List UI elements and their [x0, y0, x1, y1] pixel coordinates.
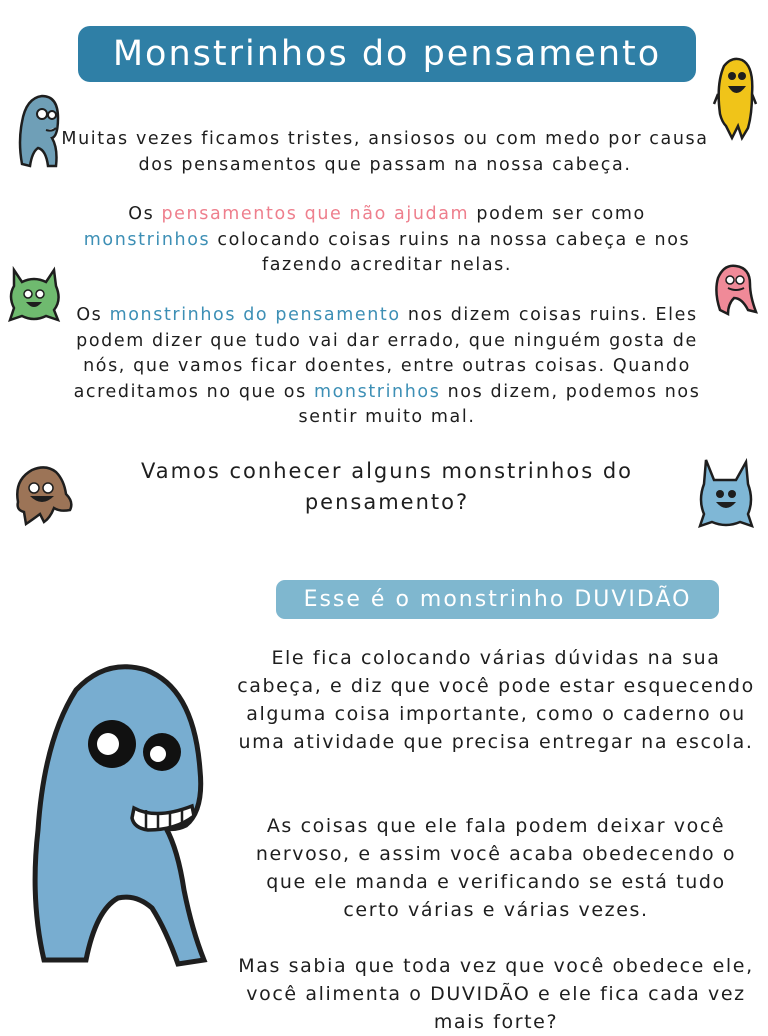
green-monster-icon — [6, 264, 62, 324]
duvidao-monster-illustration — [26, 660, 216, 976]
p3-highlight-blue-2: monstrinhos — [313, 381, 441, 402]
pink-monster-icon — [712, 262, 758, 318]
p2-text-a: Os — [128, 204, 162, 224]
description-3: Mas sabia que toda vez que você obedece ele, você alimenta o DUVIDÃO e ele fica cada vez mais forte? — [238, 955, 754, 1033]
page-title: Monstrinhos do pensamento — [112, 34, 662, 74]
description-2: As coisas que ele fala podem deixar você nervoso, e assim você acaba obedecendo o que ele manda e verificando se está tudo certo várias e várias vezes. — [255, 815, 737, 921]
p3-text-c: nos dizem coisas ruins. Eles podem dizer que tudo vai dar errado, que ninguém gosta de nós, que vamos ficar doentes, entre outras coisas. Quando acreditamos no que os — [73, 305, 698, 402]
p3-text-e: nos dizem, podemos nos sentir muito mal. — [298, 381, 701, 427]
intro-paragraph-1 — [60, 127, 710, 178]
description-1: Ele fica colocando várias dúvidas na sua cabeça, e diz que você pode estar esquecendo alguma coisa importante, como o caderno ou uma atividade que precisa entregar na escola. — [237, 647, 755, 753]
p2-text-e: colocando coisas ruins na nossa cabeça e nos fazendo acreditar nelas. — [210, 229, 691, 275]
p3-text-a: Os — [76, 305, 110, 325]
brown-monster-icon — [10, 462, 76, 528]
section-banner — [276, 580, 719, 619]
question-heading: Vamos conhecer alguns monstrinhos do pensamento? — [140, 459, 634, 514]
intro-paragraph-2 — [78, 202, 696, 279]
lightblue-monster-icon — [696, 456, 756, 532]
section-title: Esse é o monstrinho DUVIDÃO — [303, 587, 692, 612]
p3-highlight-blue-1: monstrinhos do pensamento — [109, 305, 401, 325]
p2-text-c: podem ser como — [469, 204, 646, 224]
p2-highlight-pink: pensamentos que não ajudam — [161, 204, 470, 224]
yellow-monster-icon — [712, 54, 758, 142]
p2-highlight-blue: monstrinhos — [83, 229, 211, 250]
intro-paragraph-3 — [72, 303, 702, 431]
intro-text-1: Muitas vezes ficamos tristes, ansiosos ou com medo por causa dos pensamentos que passam na nossa cabeça. — [61, 129, 709, 175]
title-banner — [78, 26, 696, 82]
blue-monster-icon — [12, 92, 64, 172]
